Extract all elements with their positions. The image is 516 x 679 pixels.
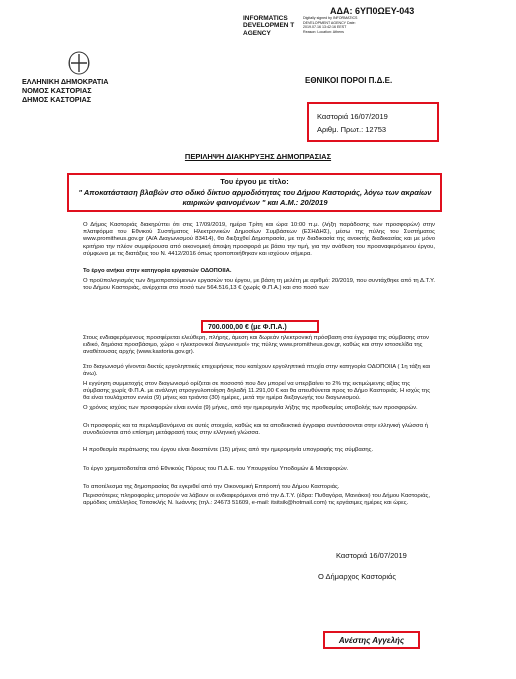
gov-line: ΝΟΜΟΣ ΚΑΣΤΟΡΙΑΣ bbox=[22, 86, 92, 95]
footer-date: Καστοριά 16/07/2019 bbox=[336, 551, 407, 560]
funding-title: ΕΘΝΙΚΟΙ ΠΟΡΟΙ Π.Δ.Ε. bbox=[305, 76, 393, 85]
paragraph-eligibility: Στο διαγωνισμό γίνονται δεκτές εργοληπτικές επιχειρήσεις που κατέχουν εργοληπτικά πτυχία στην κατηγορία ΟΔΟΠΟΙΙΑ ( 1η τάξη και άνω). bbox=[83, 364, 431, 378]
signer-role: Ο Δήμαρχος Καστοριάς bbox=[318, 572, 396, 581]
gov-line: ΔΗΜΟΣ ΚΑΣΤΟΡΙΑΣ bbox=[22, 95, 92, 104]
paragraph-funding: Το έργο χρηματοδοτείται από Εθνικούς Πόρους του Π.Δ.Ε. του Υπουργείου Υποδομών & Μεταφορών. bbox=[83, 466, 349, 472]
protocol-number: Αριθμ. Πρωτ.: 12753 bbox=[317, 125, 387, 134]
work-label: Του έργου με τίτλο: bbox=[220, 177, 289, 186]
paragraph-contact: Περισσότερες πληροφορίες μπορούν να λάβουν οι ενδιαφερόμενοι από την Δ.Τ.Υ. (έδρα: Πυθαγόρα, Μανιάκοι) του Δήμου Καστοριάς, αρμόδιος υπάλληλος Τσιτσικλής Ν. Ιωάννης (τηλ.: 24673 51609, e-mail: itsitsik@hotmail.com) τις εργάσιμες ημέρες και ώρες. bbox=[83, 493, 430, 507]
gov-line: ΕΛΛΗΝΙΚΗ ΔΗΜΟΚΡΑΤΙΑ bbox=[22, 77, 109, 86]
place-date: Καστοριά 16/07/2019 bbox=[317, 112, 388, 121]
work-title-box bbox=[67, 173, 442, 212]
paragraph-language: Οι προσφορές και τα περιλαμβανόμενα σε αυτές στοιχεία, καθώς και τα αποδεικτικά έγγραφα συντάσσονται στην ελληνική γλώσσα ή συνοδεύονται από επίσημη μετάφρασή τους στην ελληνική γλώσσα. bbox=[83, 423, 428, 437]
paragraph-access: Στους ενδιαφερόμενους προσφέρεται ελεύθερη, πλήρης, άμεση και δωρεάν ηλεκτρονική πρόσβαση στα έγγραφα της σύμβασης στον ειδικό, δημόσια προσβάσιμο, χώρο « ηλεκτρονικοί διαγωνισμοί» της πύλης www.promitheus.gov.gr, καθώς και στην ιστοσελίδα της αναθέτουσας αρχής (www.kastoria.gov.gr). bbox=[83, 335, 429, 356]
summary-title: ΠΕΡΙΛΗΨΗ ΔΙΑΚΗΡΥΞΗΣ ΔΗΜΟΠΡΑΣΙΑΣ bbox=[184, 152, 332, 161]
paragraph-deadline: Η προθεσμία περάτωσης του έργου είναι δεκαπέντε (15) μήνες από την ημερομηνία υπογραφής της σύμβασης. bbox=[83, 447, 374, 453]
ada-number: ΑΔΑ: 6ΥΠ0ΩΕΥ-043 bbox=[330, 6, 415, 16]
digital-signature bbox=[243, 15, 358, 49]
paragraph-guarantee: Η εγγύηση συμμετοχής στον διαγωνισμό ορίζεται σε ποσοστό που δεν μπορεί να υπερβαίνει το 2% της εκτιμώμενης αξίας της σύμβασης χωρίς Φ.Π.Α. με ανάλογη στρογγυλοποίηση δηλαδή 11.291,00 € και θα απευθύνεται προς το Δήμο Καστοριάς. Η ισχύς της θα είναι τουλάχιστον εννέα (9) μήνες και τριάντα (30) ημέρες, μετά την ημέρα διεξαγωγής του διαγωνισμού. bbox=[83, 381, 431, 402]
paragraph-category: Το έργο ανήκει στην κατηγορία εργασιών ΟΔΟΠΟΙΙΑ. bbox=[83, 268, 232, 274]
paragraph-announcement: Ο Δήμος Καστοριάς διακηρύττει ότι στις 17/09/2019, ημέρα Τρίτη και ώρα 10:00 π.μ. (λήξη παράδοσης των προσφορών) στην πλατφόρμα του Εθνικού Συστήματος Ηλεκτρονικών Δημοσίων Συμβάσεων (ΕΣΗΔΗΣ), μέσω της πύλης του Συστήματος www.promitheus.gov.gr (Α/Α Διαγωνισμού 83414), θα διεξαχθεί Δημοπρασία, με την διαδικασία της ανοικτής διαδικασίας και με μόνο κριτήριο την πλέον συμφέρουσα από οικονομική άποψη προσφορά με βάσει την τιμή, για την ανάθεση του προαναφερόμενου έργου, σύμφωνα με τις διατάξεις του Ν. 4412/2016 όπως τροποποιήθηκαν και ισχύουν σήμερα. bbox=[83, 222, 435, 257]
date-protocol-box bbox=[307, 102, 439, 142]
amount-with-vat: 700.000,00 € (με Φ.Π.Α.) bbox=[208, 324, 287, 331]
signer-name-box bbox=[323, 631, 420, 649]
signature-details: Digitally signed by INFORMATICS DEVELOPMENT AGENCY Date: 2019.07.16 13:42:16 EEST Reason: Location: Athens bbox=[303, 16, 358, 34]
signer-name: Ανέστης Αγγελής bbox=[338, 636, 405, 645]
signature-org: INFORMATICS DEVELOPMEN T AGENCY bbox=[243, 15, 295, 37]
paragraph-budget: Ο προϋπολογισμός των δημοπρατούμενων εργασιών του έργου, με βάση τη μελέτη με αριθμό: 20/2019, που συντάχθηκε από τη Δ.Τ.Υ. του Δήμου Καστοριάς, ανέρχεται στο ποσό των 564.516,13 € (χωρίς Φ.Π.Α.) και στο ποσό των bbox=[83, 278, 435, 292]
amount-box bbox=[201, 320, 319, 333]
paragraph-validity: Ο χρόνος ισχύος των προσφορών είναι εννέα (9) μήνες, από την ημερομηνία λήξης της προθεσμίας υποβολής των προσφορών. bbox=[83, 405, 418, 411]
work-title: " Αποκατάσταση βλαβών στο οδικό δίκτυο αρμοδιότητας του Δήμου Καστοριάς, λόγω των ακραίων καιρικών φαινομένων " και Α.Μ.: 20/2019 bbox=[78, 188, 432, 207]
greek-emblem-icon bbox=[66, 50, 92, 76]
government-header bbox=[22, 77, 108, 104]
paragraph-approval: Το αποτέλεσμα της δημοπρασίας θα εγκριθεί από την Οικονομική Επιτροπή του Δήμου Καστοριάς. bbox=[83, 484, 340, 490]
